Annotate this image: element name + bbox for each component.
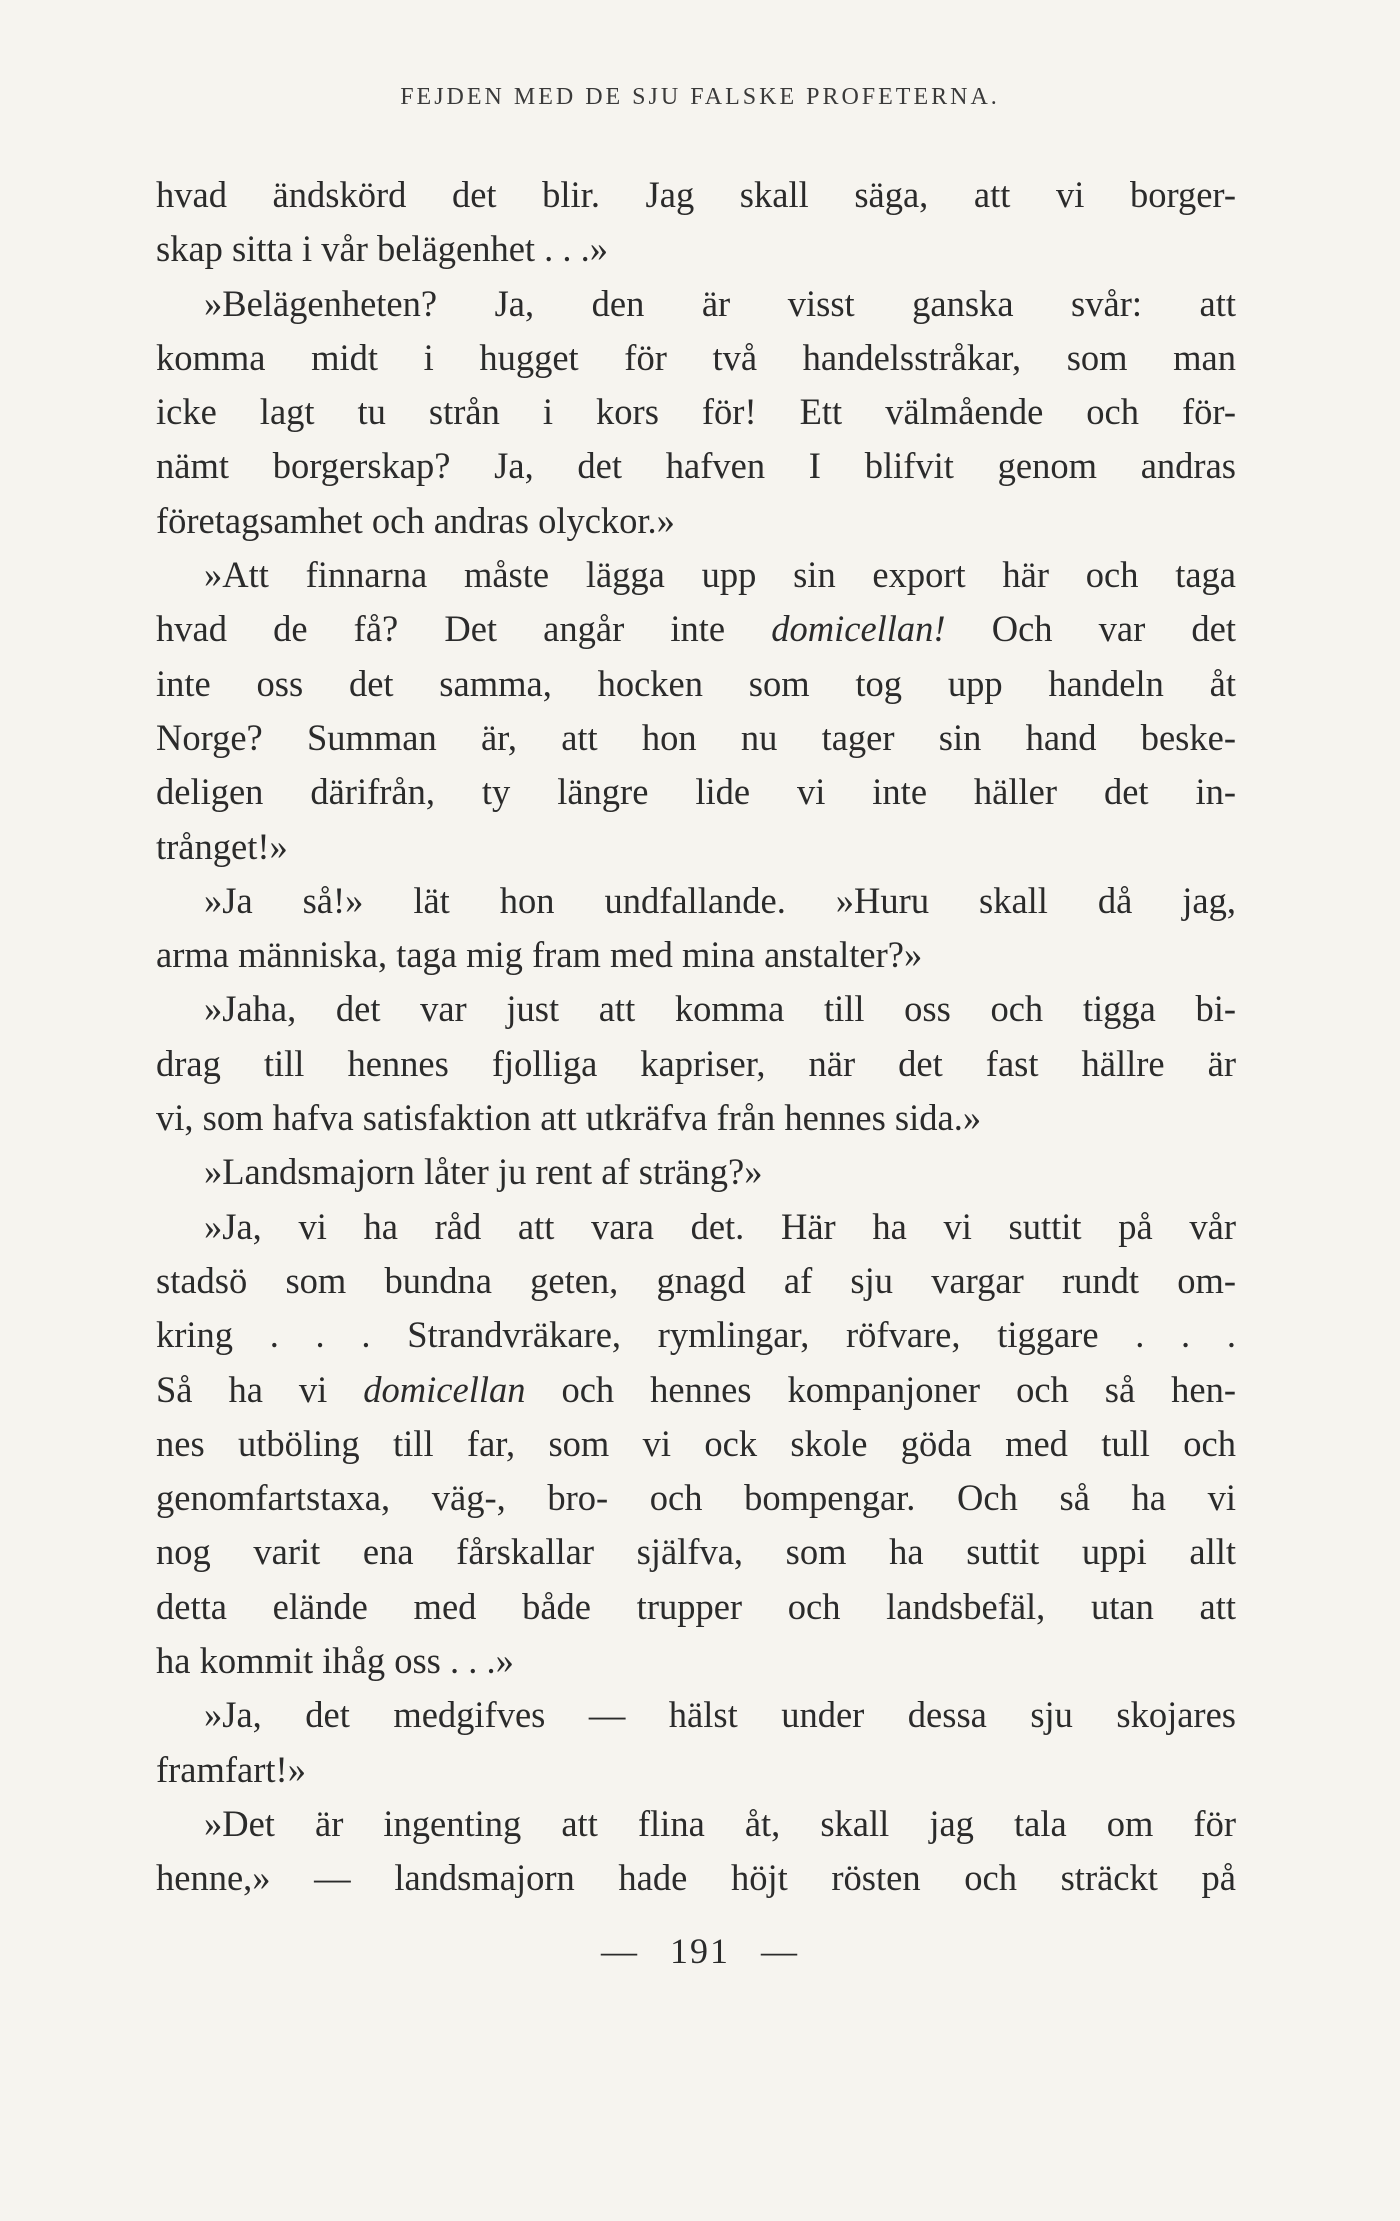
text-line: ha kommit ihåg oss . . .» bbox=[156, 1640, 514, 1682]
text-line: drag till hennes fjolliga kapriser, när det fast hällre är bbox=[156, 1042, 1236, 1084]
page-number: 191 bbox=[670, 1931, 730, 1971]
italic-word: domicellan bbox=[363, 1368, 526, 1410]
text-line: genomfartstaxa, väg-, bro- och bompengar. Och så ha vi bbox=[156, 1477, 1236, 1519]
text-line: nämt borgerskap? Ja, det hafven I blifvit genom andras bbox=[156, 445, 1236, 487]
text-line: kring . . . Strandvräkare, rymlingar, röfvare, tiggare . . . bbox=[156, 1314, 1236, 1356]
body-text bbox=[156, 168, 1236, 1906]
text-line: deligen därifrån, ty längre lide vi inte häller det in- bbox=[156, 771, 1236, 813]
text-line: »Ja, det medgifves — hälst under dessa sju skojares bbox=[204, 1694, 1236, 1736]
text-segment: och hennes kompanjoner och så hen- bbox=[525, 1368, 1236, 1410]
text-line: »Det är ingenting att flina åt, skall jag tala om för bbox=[204, 1802, 1236, 1844]
text-line: inte oss det samma, hocken som tog upp handeln åt bbox=[156, 662, 1236, 704]
text-line: trånget!» bbox=[156, 825, 288, 867]
text-line: »Landsmajorn låter ju rent af sträng?» bbox=[204, 1151, 763, 1193]
text-line: nes utböling till far, som vi ock skole göda med tull och bbox=[156, 1422, 1236, 1464]
text-line bbox=[156, 1363, 1236, 1417]
italic-word: domicellan! bbox=[771, 608, 946, 650]
text-line: skap sitta i vår belägenhet . . .» bbox=[156, 228, 609, 270]
text-line: framfart!» bbox=[156, 1748, 306, 1790]
page-number-dash-right: — bbox=[761, 1931, 799, 1971]
page-number-footer bbox=[0, 1930, 1400, 1972]
text-line: arma människa, taga mig fram med mina anstalter?» bbox=[156, 934, 923, 976]
text-line: »Att finnarna måste lägga upp sin export här och taga bbox=[204, 554, 1236, 596]
text-line: »Ja, vi ha råd att vara det. Här ha vi suttit på vår bbox=[204, 1205, 1236, 1247]
text-line bbox=[156, 602, 1236, 656]
running-head: FEJDEN MED DE SJU FALSKE PROFETERNA. bbox=[400, 84, 1000, 110]
text-line: »Ja så!» lät hon undfallande. »Huru skall då jag, bbox=[204, 879, 1236, 921]
text-segment: Och var det bbox=[945, 608, 1236, 650]
text-line: företagsamhet och andras olyckor.» bbox=[156, 499, 675, 541]
text-line: »Jaha, det var just att komma till oss och tigga bi- bbox=[204, 988, 1236, 1030]
text-line: icke lagt tu strån i kors för! Ett välmående och för- bbox=[156, 391, 1236, 433]
text-line: »Belägenheten? Ja, den är visst ganska svår: att bbox=[204, 282, 1236, 324]
text-line: komma midt i hugget för två handelsstråkar, som man bbox=[156, 336, 1236, 378]
text-line: hvad ändskörd det blir. Jag skall säga, att vi borger- bbox=[156, 174, 1236, 215]
text-segment: hvad de få? Det angår inte bbox=[156, 608, 772, 650]
text-line: nog varit ena fårskallar själfva, som ha suttit uppi allt bbox=[156, 1531, 1236, 1573]
text-line: stadsö som bundna geten, gnagd af sju vargar rundt om- bbox=[156, 1259, 1236, 1301]
text-segment: Så ha vi bbox=[156, 1368, 364, 1410]
text-line: henne,» — landsmajorn hade höjt rösten och sträckt på bbox=[156, 1857, 1236, 1899]
text-line: Norge? Summan är, att hon nu tager sin hand beske- bbox=[156, 716, 1236, 758]
text-line: detta elände med både trupper och landsbefäl, utan att bbox=[156, 1585, 1236, 1627]
page-number-dash-left: — bbox=[601, 1931, 639, 1971]
text-line: vi, som hafva satisfaktion att utkräfva från hennes sida.» bbox=[156, 1097, 982, 1139]
